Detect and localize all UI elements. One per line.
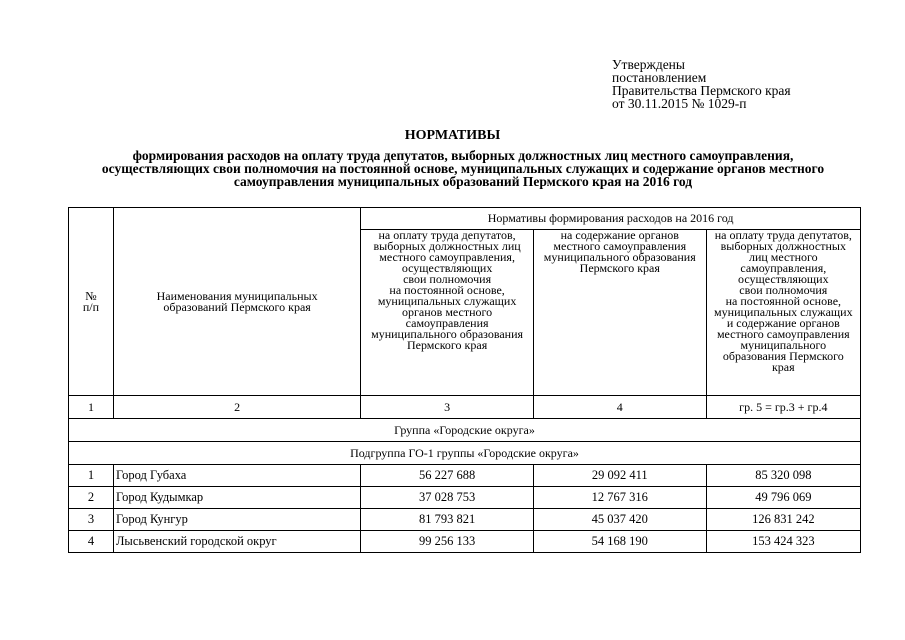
- row-name: Город Губаха: [113, 465, 360, 487]
- table-row: [69, 509, 861, 531]
- row-num: 4: [69, 531, 114, 553]
- header-col-a: на оплату труда депутатов, выборных должностных лиц местного самоуправления, осуществляющих свои полномочия на постоянной основе, муниципальных служащих органов местного самоуправления муниципального образования Пермского края: [361, 230, 534, 396]
- norms-table: [68, 207, 861, 553]
- row-value-c: 126 831 242: [706, 509, 860, 531]
- numbering-cell: 3: [361, 396, 534, 419]
- row-name: Лысьвенский городской округ: [113, 531, 360, 553]
- numbering-row: [69, 396, 861, 419]
- document-subtitle: формирования расходов на оплату труда депутатов, выборных должностных лиц местного самоуправления, осуществляющих свои полномочия на постоянной основе, муниципальных служащих и содержание органов местного самоуправления муниципальных образований Пермского края на 2016 год: [101, 148, 825, 189]
- header-group: Нормативы формирования расходов на 2016 год: [361, 208, 861, 230]
- row-value-a: 37 028 753: [361, 487, 534, 509]
- document-title: НОРМАТИВЫ: [404, 128, 501, 143]
- row-value-a: 56 227 688: [361, 465, 534, 487]
- row-value-b: 12 767 316: [533, 487, 706, 509]
- header-name: Наименования муниципальных образований Пермского края: [113, 208, 360, 396]
- row-value-b: 54 168 190: [533, 531, 706, 553]
- numbering-cell: 4: [533, 396, 706, 419]
- row-value-c: 153 424 323: [706, 531, 860, 553]
- row-value-c: 85 320 098: [706, 465, 860, 487]
- row-value-a: 99 256 133: [361, 531, 534, 553]
- row-value-a: 81 793 821: [361, 509, 534, 531]
- subgroup-row: [69, 442, 861, 465]
- header-num: № п/п: [69, 208, 114, 396]
- header-col-c: на оплату труда депутатов, выборных должностных лиц местного самоуправления, осуществляющих свои полномочия на постоянной основе, муниципальных служащих и содержание органов местного самоуправления муниципального образования Пермского края: [706, 230, 860, 396]
- header-col-b: на содержание органов местного самоуправления муниципального образования Пермского края: [533, 230, 706, 396]
- group-label: Группа «Городские округа»: [69, 419, 861, 442]
- row-num: 3: [69, 509, 114, 531]
- group-row: [69, 419, 861, 442]
- numbering-cell: 2: [113, 396, 360, 419]
- row-num: 1: [69, 465, 114, 487]
- numbering-cell: 1: [69, 396, 114, 419]
- subgroup-label: Подгруппа ГО-1 группы «Городские округа»: [69, 442, 861, 465]
- row-name: Город Кунгур: [113, 509, 360, 531]
- row-value-b: 29 092 411: [533, 465, 706, 487]
- row-value-b: 45 037 420: [533, 509, 706, 531]
- row-value-c: 49 796 069: [706, 487, 860, 509]
- table-row: [69, 465, 861, 487]
- row-name: Город Кудымкар: [113, 487, 360, 509]
- table-row: [69, 487, 861, 509]
- row-num: 2: [69, 487, 114, 509]
- approval-stamp: Утверждены постановлением Правительства Пермского края от 30.11.2015 № 1029-п: [612, 57, 791, 111]
- numbering-cell: гр. 5 = гр.3 + гр.4: [706, 396, 860, 419]
- table-row: [69, 531, 861, 553]
- header-row-1: [69, 208, 861, 230]
